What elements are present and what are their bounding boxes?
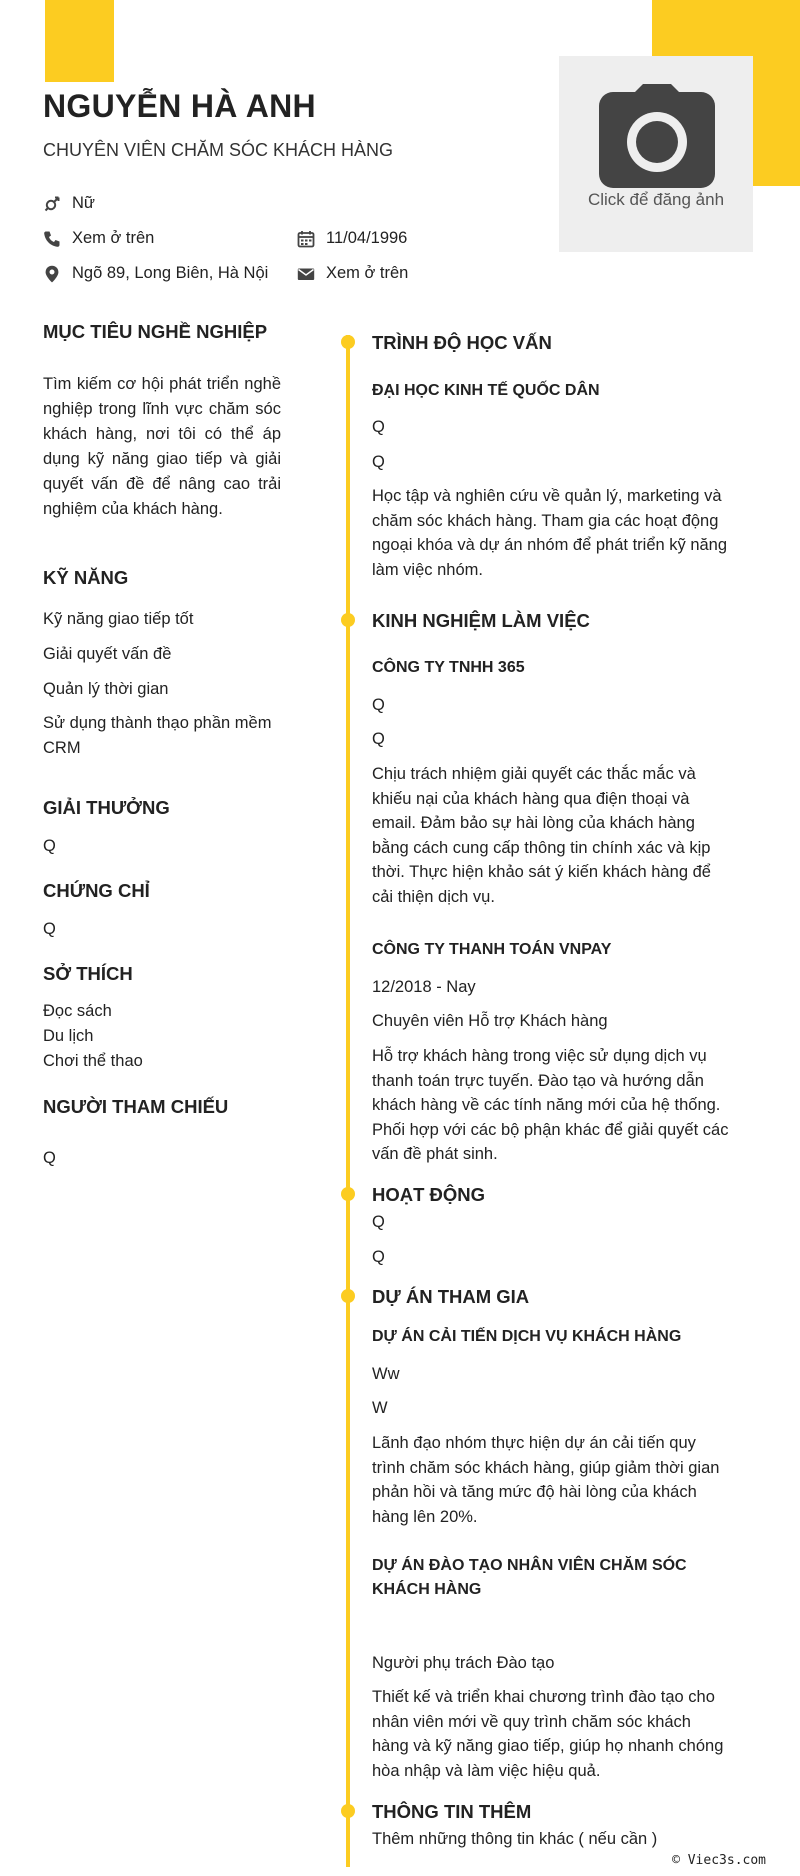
calendar-icon	[297, 230, 315, 248]
section-title-awards: GIẢI THƯỞNG	[43, 797, 170, 818]
section-title-projects: DỰ ÁN THAM GIA	[372, 1286, 530, 1307]
extra-text: Thêm những thông tin khác ( nếu cần )	[372, 1830, 658, 1848]
location-icon	[43, 265, 61, 283]
certificates-text: Q	[43, 920, 56, 938]
email-row	[297, 264, 408, 283]
job-desc: Chịu trách nhiệm giải quyết các thắc mắc và khiếu nại của khách hàng qua điện thoại và email. Đảm bảo sự hài lòng của khách hàng bằng cách cung cấp thông tin chính xác và kịp thời. Thực hiện khảo sát ý kiến khách hàng để cải thiện dịch vụ.	[372, 765, 711, 906]
references-text: Q	[43, 1149, 56, 1167]
section-title-experience: KINH NGHIỆM LÀM VIỆC	[372, 610, 590, 631]
gender-value: Nữ	[72, 194, 95, 212]
objective-text: Tìm kiếm cơ hội phát triển nghề nghiệp trong lĩnh vực chăm sóc khách hàng, nơi tôi có thể áp dụng kỹ năng giao tiếp và giải quyết vấn đề để nâng cao trải nghiệm của khách hàng.	[43, 375, 281, 518]
activities-line: Q	[372, 1213, 385, 1231]
job-line: Q	[372, 730, 385, 748]
job-position: Chuyên viên Hỗ trợ Khách hàng	[372, 1012, 608, 1030]
gender-row	[43, 194, 95, 213]
skill-item: Kỹ năng giao tiếp tốt	[43, 610, 194, 628]
phone-value: Xem ở trên	[72, 229, 155, 247]
camera-icon	[599, 84, 715, 188]
candidate-title: CHUYÊN VIÊN CHĂM SÓC KHÁCH HÀNG	[43, 140, 394, 160]
job-date: 12/2018 - Nay	[372, 978, 476, 996]
photo-upload-area[interactable]	[559, 56, 753, 252]
project-desc: Lãnh đạo nhóm thực hiện dự án cải tiến quy trình chăm sóc khách hàng, giúp giảm thời gian phản hồi và tăng mức độ hài lòng của khách hàng lên 20%.	[372, 1434, 720, 1526]
project-role: Người phụ trách Đào tạo	[372, 1654, 555, 1672]
photo-upload-label: Click để đăng ảnh	[587, 190, 725, 209]
skill-item: Quản lý thời gian	[43, 680, 169, 698]
skill-item: Sử dụng thành thạo phần mềm CRM	[43, 714, 272, 757]
decorative-block-left	[45, 0, 114, 82]
education-desc: Học tập và nghiên cứu về quản lý, marketing và chăm sóc khách hàng. Tham gia các hoạt động ngoại khóa và dự án nhóm để phát triển kỹ năng làm việc nhóm.	[372, 487, 728, 579]
section-title-extra: THÔNG TIN THÊM	[372, 1801, 532, 1822]
birthday-value: 11/04/1996	[326, 229, 408, 247]
section-title-education: TRÌNH ĐỘ HỌC VẤN	[372, 332, 552, 353]
awards-text: Q	[43, 837, 56, 855]
education-line: Q	[372, 418, 385, 436]
section-title-hobbies: SỞ THÍCH	[43, 963, 133, 984]
hobby-item: Đọc sách	[43, 1002, 112, 1020]
project-desc: Thiết kế và triển khai chương trình đào tạo cho nhân viên mới về quy trình chăm sóc khách hàng và kỹ năng giao tiếp, giúp họ nhanh chóng hòa nhập và làm việc hiệu quả.	[372, 1688, 724, 1780]
section-title-certificates: CHỨNG CHỈ	[43, 880, 150, 901]
timeline-dot	[341, 1187, 355, 1201]
timeline-dot	[341, 1804, 355, 1818]
birthday-row	[297, 229, 407, 248]
project-line: Ww	[372, 1365, 400, 1383]
phone-icon	[43, 230, 61, 248]
education-school: ĐẠI HỌC KINH TẾ QUỐC DÂN	[372, 382, 600, 399]
job-desc: Hỗ trợ khách hàng trong việc sử dụng dịch vụ thanh toán trực tuyến. Đào tạo và hướng dẫn khách hàng về các tính năng mới của hệ thống. Phối hợp với các bộ phận khác để giải quyết các vấn đề phát sinh.	[372, 1047, 729, 1163]
timeline-dot	[341, 1289, 355, 1303]
copyright: © Viec3s.com	[672, 1853, 766, 1868]
timeline-dot	[341, 613, 355, 627]
project-name: DỰ ÁN ĐÀO TẠO NHÂN VIÊN CHĂM SÓC KHÁCH HÀNG	[372, 1557, 687, 1598]
candidate-name: NGUYỄN HÀ ANH	[43, 88, 316, 124]
education-line: Q	[372, 453, 385, 471]
hobby-item: Chơi thể thao	[43, 1052, 143, 1070]
job-company: CÔNG TY THANH TOÁN VNPAY	[372, 941, 612, 958]
project-name: DỰ ÁN CẢI TIẾN DỊCH VỤ KHÁCH HÀNG	[372, 1328, 682, 1345]
job-line: Q	[372, 696, 385, 714]
hobby-item: Du lịch	[43, 1027, 94, 1045]
email-value: Xem ở trên	[326, 264, 409, 282]
timeline-dot	[341, 335, 355, 349]
project-line: W	[372, 1399, 388, 1417]
skill-item: Giải quyết vấn đề	[43, 645, 172, 663]
mail-icon	[297, 265, 315, 283]
job-company: CÔNG TY TNHH 365	[372, 659, 525, 676]
activities-line: Q	[372, 1248, 385, 1266]
timeline-line	[346, 335, 350, 1867]
address-row	[43, 264, 268, 283]
gender-icon	[43, 195, 61, 213]
section-title-activities: HOẠT ĐỘNG	[372, 1184, 486, 1205]
section-title-objective: MỤC TIÊU NGHỀ NGHIỆP	[43, 321, 268, 342]
section-title-skills: KỸ NĂNG	[43, 567, 129, 588]
phone-row	[43, 229, 154, 248]
address-value: Ngõ 89, Long Biên, Hà Nội	[72, 264, 269, 282]
section-title-references: NGƯỜI THAM CHIẾU	[43, 1096, 229, 1117]
